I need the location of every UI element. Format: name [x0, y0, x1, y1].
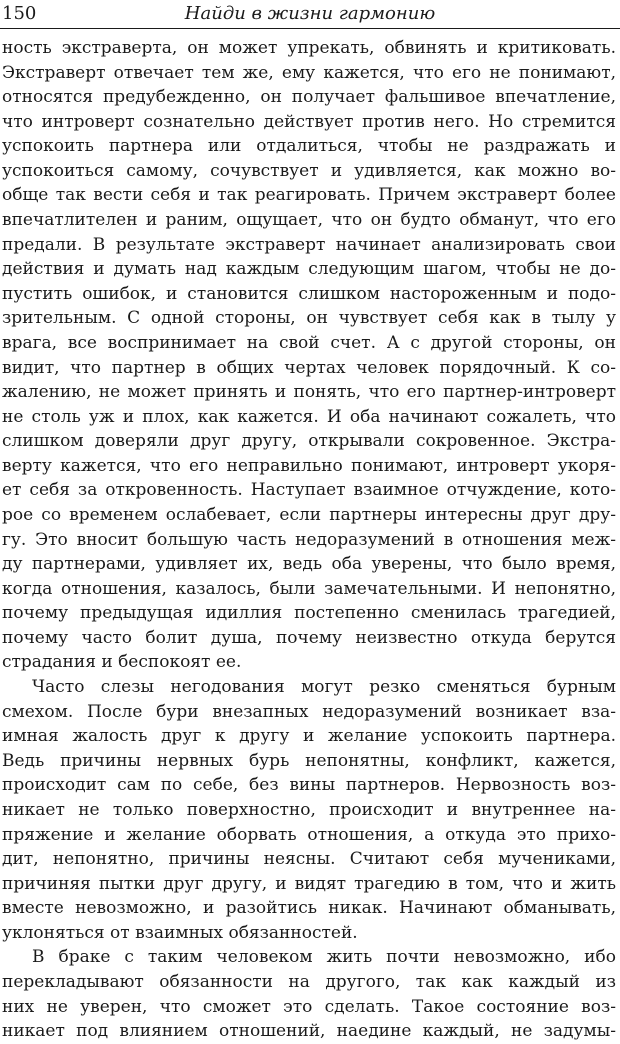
text-line: относятся предубежденно, он получает фальшивое впечатление, — [2, 87, 616, 108]
text-line: врага, все воспринимает на свой счет. А с другой стороны, он — [2, 332, 616, 353]
text-line: никает не только поверхностно, происходит и внутреннее на- — [2, 799, 616, 820]
text-line: когда отношения, казалось, были замечательными. И непонятно, — [2, 578, 616, 599]
text-line: причиняя пытки друг другу, и видят трагедию в том, что и жить — [2, 873, 616, 894]
text-line: вместе невозможно, и разойтись никак. Начинают обманывать, — [2, 898, 616, 919]
text-line: дит, непонятно, причины неясны. Считают себя мучениками, — [2, 849, 616, 870]
page-header — [0, 0, 620, 32]
text-line: зрительным. С одной стороны, он чувствует себя как в тылу у — [2, 308, 616, 329]
text-line: верту кажется, что его неправильно понимают, интроверт укоря- — [2, 455, 616, 476]
text-line: перекладывают обязанности на другого, так как каждый из — [2, 971, 616, 992]
text-line: страдания и беспокоят ее. — [2, 652, 242, 673]
text-line: смехом. После бури внезапных недоразумений возникает вза- — [2, 701, 616, 722]
text-line: действия и думать над каждым следующим шагом, чтобы не до- — [2, 259, 616, 280]
text-line: ет себя за откровенность. Наступает взаимное отчуждение, кото- — [2, 480, 616, 501]
running-title: Найди в жизни гармонию — [184, 3, 436, 24]
text-line: уклоняться от взаимных обязанностей. — [2, 922, 358, 943]
text-line: них не уверен, что сможет это сделать. Такое состояние воз- — [2, 996, 616, 1017]
text-line: пустить ошибок, и становится слишком настороженным и подо- — [2, 283, 616, 304]
page-number: 150 — [2, 3, 37, 24]
text-line: успокоить партнера или отдалиться, чтобы не раздражать и — [2, 136, 616, 157]
text-line: слишком доверяли друг другу, открывали сокровенное. Экстра- — [2, 431, 616, 452]
text-line: ность экстраверта, он может упрекать, обвинять и критиковать. — [2, 38, 616, 58]
text-line: почему часто болит душа, почему неизвестно откуда берутся — [2, 627, 616, 648]
text-line: почему предыдущая идиллия постепенно сменилась трагедией, — [2, 603, 616, 624]
text-line: обще так вести себя и так реагировать. Причем экстраверт более — [2, 185, 616, 206]
text-line: В браке с таким человеком жить почти невозможно, ибо — [32, 947, 616, 968]
text-line: впечатлителен и раним, ощущает, что он будто обманут, что его — [2, 210, 616, 231]
text-line: не столь уж и плох, как кажется. И оба начинают сожалеть, что — [2, 406, 616, 427]
text-line: предали. В результате экстраверт начинает анализировать свои — [2, 234, 616, 255]
text-line: Экстраверт отвечает тем же, ему кажется, что его не понимают, — [2, 62, 616, 83]
text-line: гу. Это вносит большую часть недоразумений в отношения меж- — [2, 529, 616, 550]
text-line: имная жалость друг к другу и желание успокоить партнера. — [2, 726, 616, 747]
text-line: пряжение и желание оборвать отношения, а откуда это прихо- — [2, 824, 616, 845]
text-line: никает под влиянием отношений, наедине каждый, не задумы- — [2, 1021, 616, 1042]
text-line: успокоиться самому, сочувствует и удивляется, как можно во- — [2, 160, 616, 181]
text-line: Ведь причины нервных бурь непонятны, конфликт, кажется, — [2, 750, 616, 771]
text-line: Часто слезы негодования могут резко сменяться бурным — [32, 677, 616, 698]
text-line: видит, что партнер в общих чертах человек порядочный. К со- — [2, 357, 616, 378]
text-line: что интроверт сознательно действует против него. Но стремится — [2, 111, 616, 132]
body-text — [2, 36, 616, 1044]
text-line: происходит сам по себе, без вины партнеров. Нервозность воз- — [2, 775, 616, 796]
text-line: рое со временем ослабевает, если партнеры интересны друг дру- — [2, 504, 616, 525]
text-line: ду партнерами, удивляет их, ведь оба уверены, что было время, — [2, 554, 616, 575]
header-rule — [0, 28, 620, 29]
text-line: жалению, не может принять и понять, что его партнер-интроверт — [2, 382, 616, 403]
